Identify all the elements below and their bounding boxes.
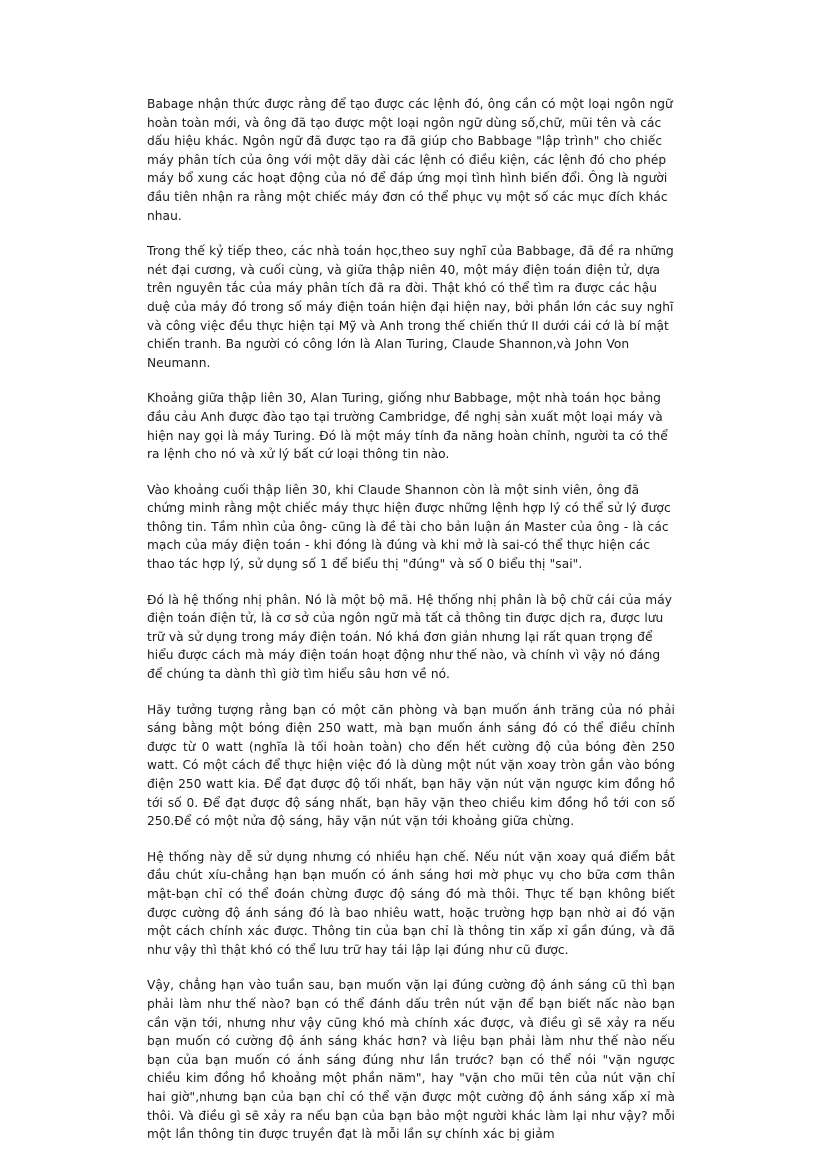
document-body	[147, 95, 675, 1161]
paragraph-3: Khoảng giữa thập liên 30, Alan Turing, giống như Babbage, một nhà toán học bảng đầu cảu Anh được đào tạo tại trường Cambridge, đề nghị sản xuất một loại máy và hiện nay gọi là máy Turing. Đó là một máy tính đa năng hoàn chỉnh, người ta có thể ra lệnh cho nó và xử lý bất cứ loại thông tin nào.	[147, 391, 668, 462]
paragraph-6: Hãy tưởng tượng rằng bạn có một căn phòng và bạn muốn ánh trăng của nó phải sáng bằng một bóng điện 250 watt, mà bạn muốn ánh sáng đó có thể điều chỉnh được từ 0 watt (nghĩa là tối hoàn toàn) cho đến hết cường độ của bóng đèn 250 watt. Có một cách để thực hiện việc đó là dùng một nút vặn xoay tròn gắn vào bóng điện 250 watt kia. Để đạt được độ tối nhất, bạn hãy vặn nút vặn ngược kim đồng hồ tới số 0. Để đạt được độ sáng nhất, bạn hãy vặn theo chiều kim đồng hồ tới con số 250.Để có một nửa độ sáng, hãy vặn nút vặn tới khoảng giữa chừng.	[147, 702, 675, 829]
paragraph-7: Hệ thống này dễ sử dụng nhưng có nhiều hạn chế. Nếu nút vặn xoay quá điểm bắt đầu chút xíu-chẳng hạn bạn muốn có ánh sáng hơi mờ phục vụ cho bữa cơm thân mật-bạn chỉ có thể đoán chừng được độ sáng đó mà thôi. Thực tế bạn không biết được cường độ ánh sáng đó là bao nhiêu watt, hoặc trường hợp bạn nhờ ai đó vặn một cách chính xác được. Thông tin của bạn chỉ là thông tin xấp xỉ gần đúng, và đã như vậy thì thật khó có thể lưu trữ hay tái lập lại đúng như cũ được.	[147, 849, 675, 957]
paragraph-4: Vào khoảng cuối thập liên 30, khi Claude Shannon còn là một sinh viên, ông đã chứng minh rằng một chiếc máy thực hiện được những lệnh hợp lý có thể sử lý được thông tin. Tầm nhìn của ông- cũng là đề tài cho bản luận án Master của ông - là các mạch của máy điện toán - khi đóng là đúng và khi mở là sai-có thể thực hiện các thao tác hợp lý, sử dụng số 1 để biểu thị "đúng" và số 0 biểu thị "sai".	[147, 482, 671, 572]
paragraph-2: Trong thế kỷ tiếp theo, các nhà toán học,theo suy nghĩ của Babbage, đã đề ra những nét đại cương, và cuối cùng, và giữa thập niên 40, một máy điện toán điện tử, dựa trên nguyên tắc của máy phân tích đã ra đời. Thật khó có thể tìm ra được các hậu duệ của máy đó trong số máy điện toán hiện đại hiện nay, bởi phần lớn các suy nghĩ và công việc đều thực hiện tại Mỹ và Anh trong thế chiến thứ II dưới cái cớ là bí mật chiến tranh. Ba người có công lớn là Alan Turing, Claude Shannon,và John Von Neumann.	[147, 244, 674, 370]
paragraph-1: Babage nhận thức được rằng để tạo được các lệnh đó, ông cần có một loại ngôn ngữ hoàn toàn mới, và ông đã tạo được một loại ngôn ngữ dùng số,chữ, mũi tên và các dấu hiệu khác. Ngôn ngữ đã được tạo ra đã giúp cho Babbage "lập trình" cho chiếc máy phân tích của ông với một dãy dài các lệnh có điều kiện, các lệnh đó cho phép máy bổ xung các hoạt động của nó để đáp ứng mọi tình hình biến đổi. Ông là người đầu tiên nhận ra rằng một chiếc máy đơn có thể phục vụ một số các mục đích khác nhau.	[147, 97, 673, 223]
paragraph-8: Vậy, chẳng hạn vào tuần sau, bạn muốn vặn lại đúng cường độ ánh sáng cũ thì bạn phải làm như thế nào? bạn có thể đánh dấu trên nút vặn để bạn biết nấc nào bạn cần vặn tới, nhưng như vậy cũng khó mà chính xác được, và điều gì sẽ xảy ra nếu bạn muốn có cường độ ánh sáng khác hơn? và liệu bạn phải làm như thế nào nếu bạn của bạn muốn có ánh sáng đúng như lần trước? bạn có thể nói "vặn ngược chiều kim đồng hồ khoảng một phần năm", hay "vặn cho mũi tên của nút vặn chỉ hai giờ",nhưng bạn của bạn chỉ có thể vặn được một cường độ ánh sáng xấp xỉ mà thôi. Và điều gì sẽ xảy ra nếu bạn của bạn bảo một người khác làm lại như vậy? mỗi một lần thông tin được truyền đạt là mỗi lần sự chính xác bị giảm	[147, 978, 675, 1142]
paragraph-5: Đó là hệ thống nhị phân. Nó là một bộ mã. Hệ thống nhị phân là bộ chữ cái của máy điện toán điện tử, là cơ sở của ngôn ngữ mà tất cả thông tin được dịch ra, được lưu trữ và sử dụng trong máy điện toán. Nó khá đơn giản nhưng lại rất quan trọng để hiểu được cách mà máy điện toán hoạt động như thế nào, và chính vì vậy nó đáng để chúng ta dành thì giờ tìm hiểu sâu hơn về nó.	[147, 592, 673, 682]
